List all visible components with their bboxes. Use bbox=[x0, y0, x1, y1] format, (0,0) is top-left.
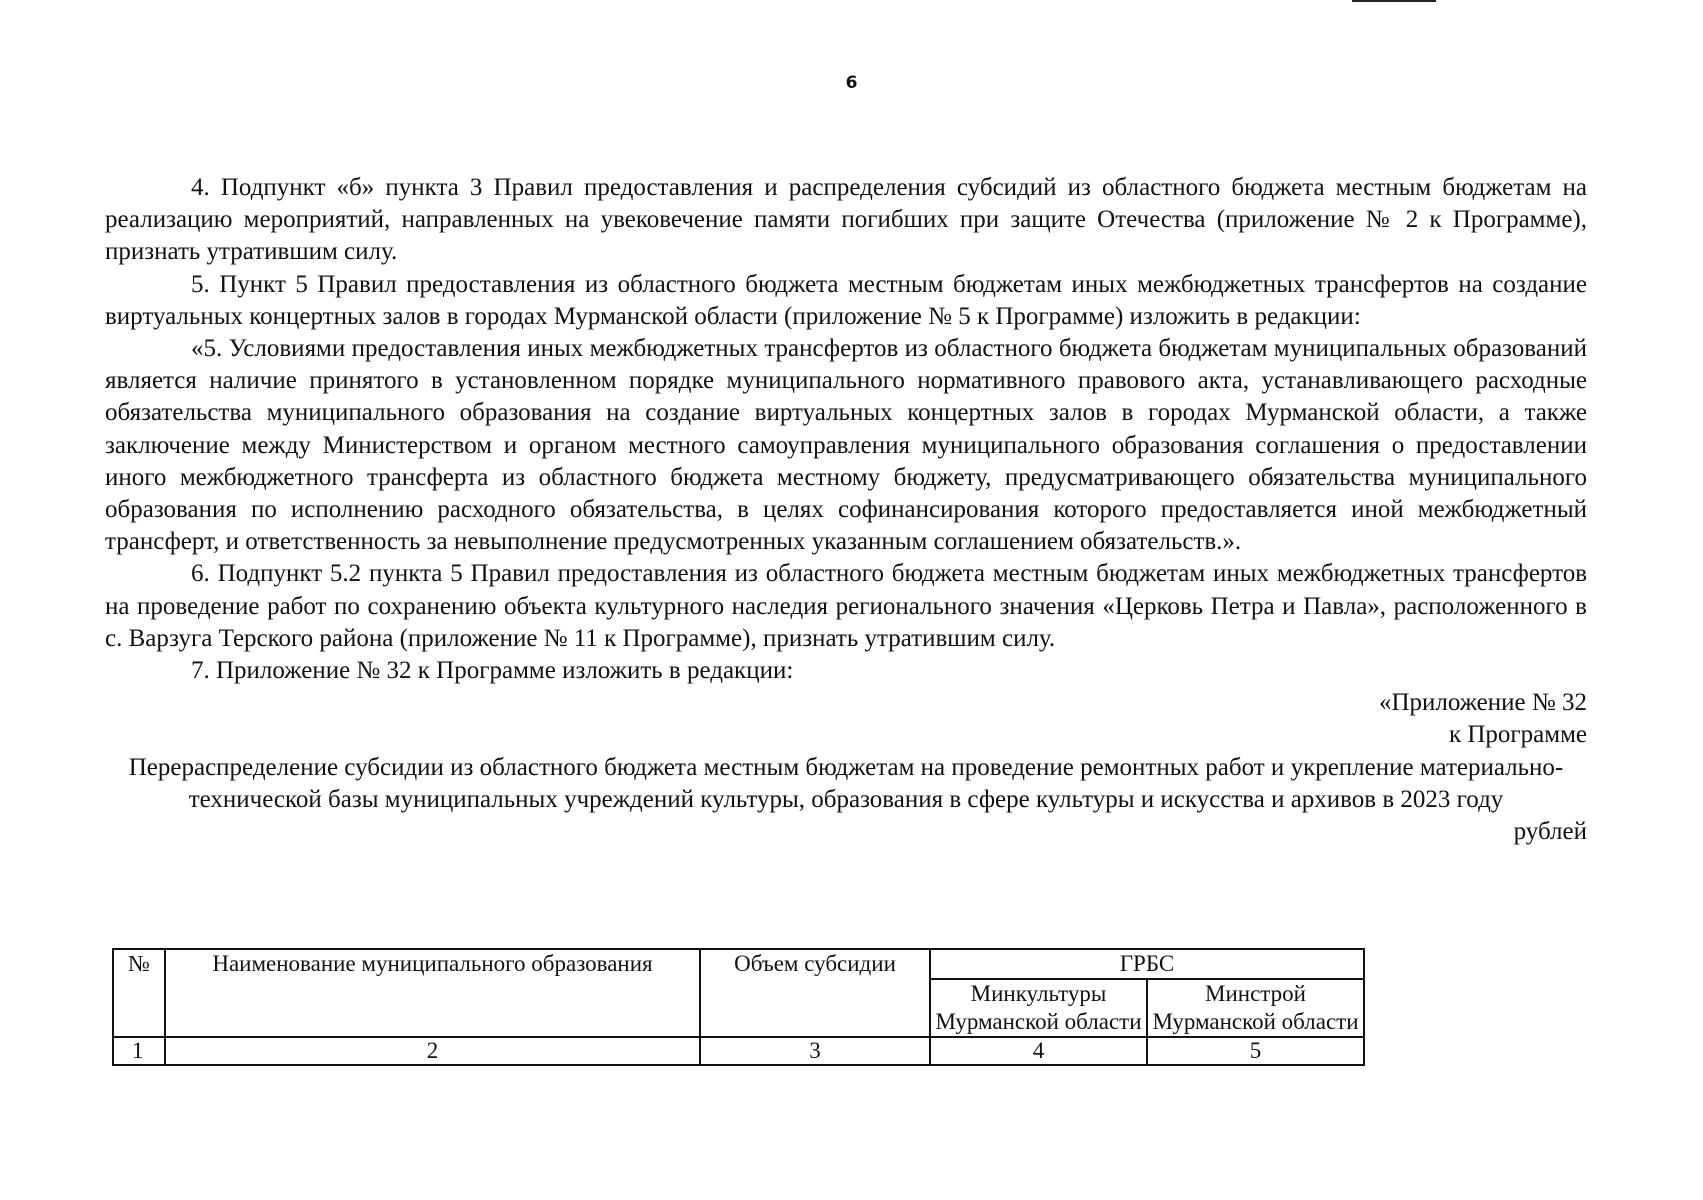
column-number-1: 1 bbox=[113, 1037, 165, 1065]
paragraph-4: 4. Подпункт «б» пункта 3 Правил предоставления и распределения субсидий из областного бюджета местным бюджетам на реализацию мероприятий, направленных на увековечение памяти погибших при защите Отечества (приложение № 2 к Программе), признать утратившим силу. bbox=[105, 174, 1587, 266]
header-name: Наименование муниципального образования bbox=[165, 949, 700, 1037]
column-number-4: 4 bbox=[930, 1037, 1147, 1065]
redistribution-table bbox=[112, 948, 1365, 1066]
top-edge-mark bbox=[1352, 0, 1436, 2]
paragraph-5: 5. Пункт 5 Правил предоставления из областного бюджета местным бюджетам иных межбюджетных трансфертов на создание виртуальных концертных залов в городах Мурманской области (приложение № 5 к Программе) изложить в редакции: bbox=[105, 270, 1587, 330]
header-grbs: ГРБС bbox=[930, 949, 1364, 979]
units-label: рублей bbox=[1513, 818, 1587, 846]
paragraph-5-quote: «5. Условиями предоставления иных межбюджетных трансфертов из областного бюджета бюджетам муниципальных образований является наличие принятого в установленном порядке муниципального нормативного правового акта, устанавливающего расходные обязательства муниципального образования на создание виртуальных концертных залов в городах Мурманской области, а также заключение между Министерством и органом местного самоуправления муниципального образования соглашения о предоставлении иного межбюджетного трансферта из областного бюджета местному бюджету, предусматривающего обязательства муниципального образования по исполнению расходного обязательства, в целях софинансирования которого предоставляется иной межбюджетный трансферт, и ответственность за невыполнение предусмотренных указанным соглашением обязательств.». bbox=[105, 335, 1587, 556]
page-number: 6 bbox=[845, 73, 858, 93]
table-header-row bbox=[113, 949, 1364, 979]
document-body bbox=[105, 172, 1587, 848]
table-row bbox=[113, 1037, 1364, 1065]
header-no: № bbox=[113, 949, 165, 1037]
header-volume: Объем субсидии bbox=[700, 949, 930, 1037]
table-title: Перераспределение субсидии из областного бюджета местным бюджетам на проведение ремонтных работ и укрепление материально-технической базы муниципальных учреждений культуры, образования в сфере культуры и искусства и архивов в 2023 году bbox=[128, 753, 1564, 813]
column-number-3: 3 bbox=[700, 1037, 930, 1065]
appendix-line-2: к Программе bbox=[1448, 721, 1587, 749]
paragraph-7: 7. Приложение № 32 к Программе изложить в редакции: bbox=[191, 657, 794, 685]
appendix-line-1: «Приложение № 32 bbox=[1378, 689, 1587, 717]
column-number-5: 5 bbox=[1147, 1037, 1364, 1065]
paragraph-6: 6. Подпункт 5.2 пункта 5 Правил предоставления из областного бюджета местным бюджетам иных межбюджетных трансфертов на проведение работ по сохранению объекта культурного наследия регионального значения «Церковь Петра и Павла», расположенного в с. Варзуга Терского района (приложение № 11 к Программе), признать утратившим силу. bbox=[105, 560, 1587, 652]
header-minstroy: Минстрой Мурманской области bbox=[1147, 979, 1364, 1037]
column-number-2: 2 bbox=[165, 1037, 700, 1065]
header-minculture: Минкультуры Мурманской области bbox=[930, 979, 1147, 1037]
